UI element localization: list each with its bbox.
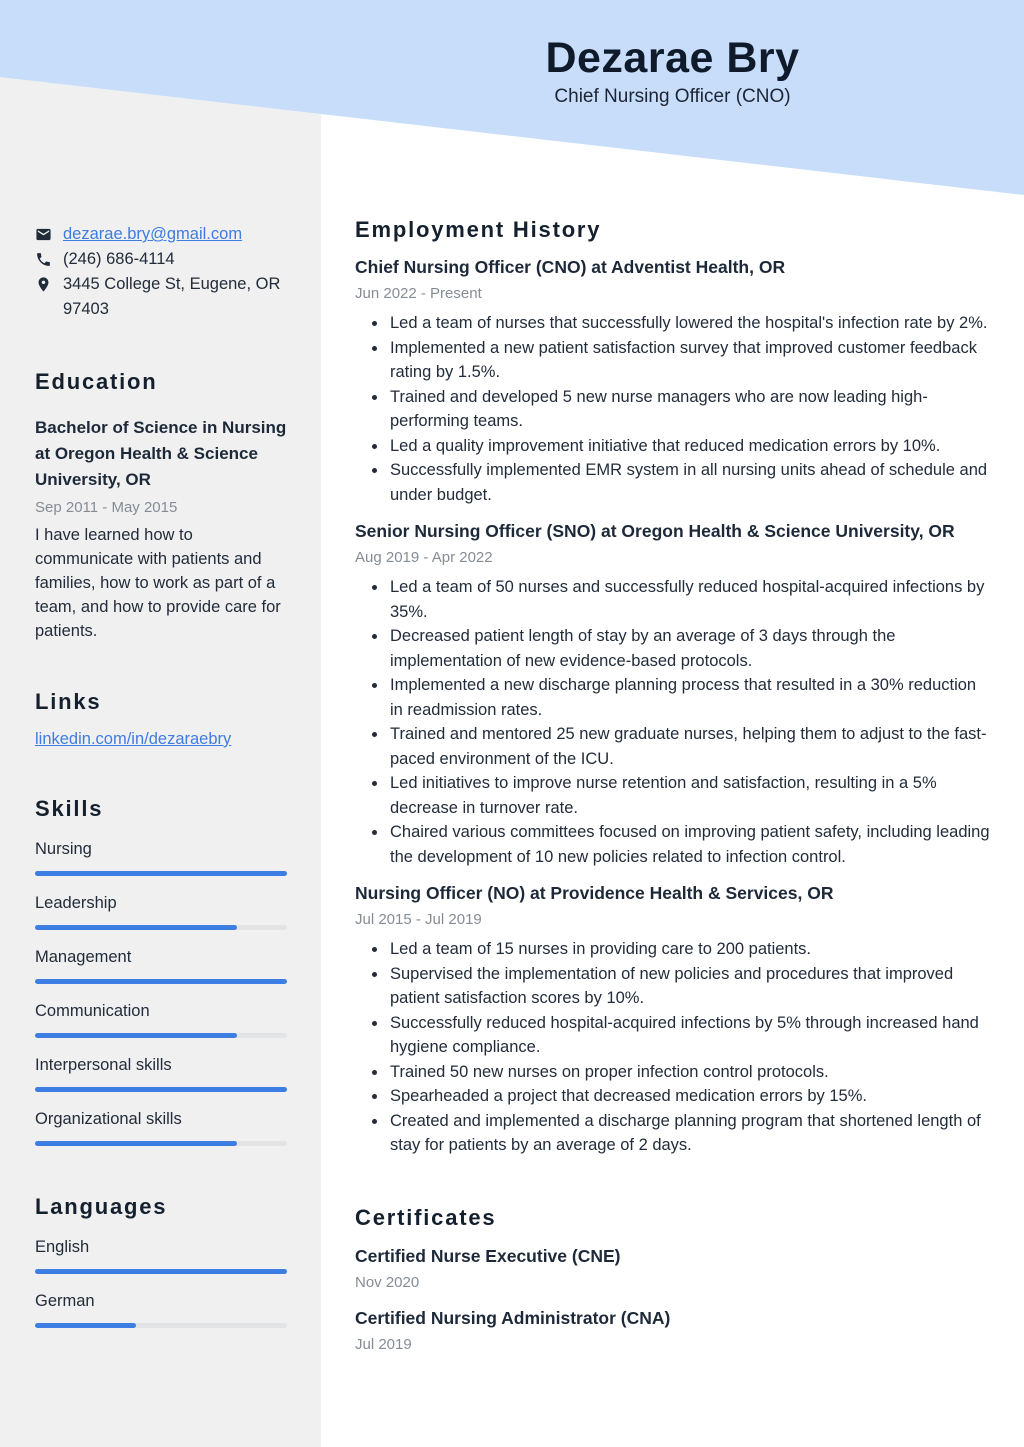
skill-bar-track	[35, 979, 287, 984]
bullet-item: • Implemented a new discharge planning process that resulted in a 30% reduction in readmission rates.	[388, 673, 991, 722]
skill-bar-fill	[35, 1033, 237, 1038]
language-label: English	[35, 1238, 90, 1256]
bullet-item: • Supervised the implementation of new policies and procedures that improved patient satisfaction scores by 10%.	[388, 962, 991, 1011]
bullet-item: • Decreased patient length of stay by an average of 3 days through the implementation of new evidence-based protocols.	[388, 624, 991, 673]
job-entry	[355, 882, 991, 1158]
job-dates: Aug 2019 - Apr 2022	[355, 549, 493, 566]
bullet-item: • Implemented a new patient satisfaction survey that improved customer feedback rating by 1.5%.	[388, 336, 991, 385]
bullet-item: • Trained 50 new nurses on proper infection control protocols.	[388, 1060, 991, 1085]
job-bullet-list	[355, 575, 991, 869]
job-bullet-list	[355, 937, 991, 1158]
skill-bar-track	[35, 1141, 287, 1146]
skill-item	[35, 1109, 287, 1146]
job-title: Nursing Officer (NO) at Providence Health & Services, OR	[355, 883, 834, 903]
skill-label: Communication	[35, 1002, 150, 1020]
job-dates: Jun 2022 - Present	[355, 285, 482, 302]
bullet-item: • Chaired various committees focused on improving patient safety, including leading the development of 10 new policies related to infection control.	[388, 820, 991, 869]
language-item	[35, 1237, 287, 1274]
skill-item	[35, 893, 287, 930]
skill-label: Leadership	[35, 894, 117, 912]
job-dates: Jul 2015 - Jul 2019	[355, 911, 482, 928]
languages-heading: Languages	[35, 1194, 168, 1219]
language-bar-track	[35, 1269, 287, 1274]
bullet-item: • Created and implemented a discharge planning program that shortened length of stay for patients by an average of 2 days.	[388, 1109, 991, 1158]
bullet-item: • Trained and developed 5 new nurse managers who are now leading high-performing teams.	[388, 385, 991, 434]
skill-bar-track	[35, 925, 287, 930]
contact-phone-row	[35, 247, 287, 272]
bullet-item: • Spearheaded a project that decreased medication errors by 15%.	[388, 1084, 991, 1109]
certificate-entry	[355, 1245, 991, 1293]
skill-bar-fill	[35, 1141, 237, 1146]
skill-bar-fill	[35, 871, 287, 876]
skill-bar-track	[35, 1087, 287, 1092]
employment-history-heading: Employment History	[355, 217, 602, 242]
job-title: Chief Nursing Officer (CNO) at Adventist Health, OR	[355, 257, 786, 277]
language-label: German	[35, 1292, 95, 1310]
address-text: 3445 College St, Eugene, OR 97403	[63, 275, 281, 318]
certificates-heading: Certificates	[355, 1204, 497, 1230]
bullet-item: • Successfully implemented EMR system in all nursing units ahead of schedule and under budget.	[388, 458, 991, 507]
skill-label: Management	[35, 948, 132, 966]
person-title: Chief Nursing Officer (CNO)	[554, 86, 791, 107]
job-title: Senior Nursing Officer (SNO) at Oregon Health & Science University, OR	[355, 521, 955, 541]
skill-bar-track	[35, 871, 287, 876]
job-bullet-list	[355, 311, 991, 507]
sidebar	[0, 0, 321, 1328]
language-bar-fill	[35, 1323, 136, 1328]
phone-icon	[35, 251, 52, 268]
location-pin-icon	[35, 276, 52, 293]
certificate-title: Certified Nursing Administrator (CNA)	[355, 1307, 671, 1328]
job-entry	[355, 520, 991, 869]
person-name: Dezarae Bry	[545, 34, 800, 82]
language-item	[35, 1291, 287, 1328]
education-degree: Bachelor of Science in Nursing at Oregon Health & Science University, OR	[35, 418, 287, 489]
certificate-title: Certified Nurse Executive (CNE)	[355, 1245, 621, 1266]
bullet-item: • Led a team of 50 nurses and successfully reduced hospital-acquired infections by 35%.	[388, 575, 991, 624]
certificate-entry	[355, 1307, 991, 1355]
skill-item	[35, 1001, 287, 1038]
skill-label: Organizational skills	[35, 1110, 182, 1128]
education-heading: Education	[35, 369, 158, 394]
skill-bar-fill	[35, 925, 237, 930]
language-bar-track	[35, 1323, 287, 1328]
phone-number: (246) 686-4114	[63, 250, 175, 268]
skill-item	[35, 1055, 287, 1092]
skill-bar-fill	[35, 979, 287, 984]
language-bar-fill	[35, 1269, 287, 1274]
email-link[interactable]: dezarae.bry@gmail.com	[63, 225, 243, 243]
bullet-item: • Trained and mentored 25 new graduate nurses, helping them to adjust to the fast-paced environment of the ICU.	[388, 722, 991, 771]
skill-item	[35, 839, 287, 876]
linkedin-link[interactable]: linkedin.com/in/dezaraebry	[35, 730, 232, 748]
skills-heading: Skills	[35, 796, 104, 821]
skill-label: Nursing	[35, 840, 92, 858]
certificate-date: Nov 2020	[355, 1273, 420, 1291]
certificate-date: Jul 2019	[355, 1335, 412, 1353]
header	[321, 34, 1024, 108]
contact-email-row	[35, 222, 287, 247]
bullet-item: • Led a team of nurses that successfully lowered the hospital's infection rate by 2%.	[388, 311, 991, 336]
skill-label: Interpersonal skills	[35, 1056, 172, 1074]
skill-bar-fill	[35, 1087, 287, 1092]
job-entry	[355, 256, 991, 507]
bullet-item: • Led a team of 15 nurses in providing care to 200 patients.	[388, 937, 991, 962]
main-column	[355, 0, 991, 1355]
bullet-item: • Led initiatives to improve nurse retention and satisfaction, resulting in a 5% decrease in turnover rate.	[388, 771, 991, 820]
links-heading: Links	[35, 689, 102, 714]
education-dates: Sep 2011 - May 2015	[35, 499, 178, 516]
skill-item	[35, 947, 287, 984]
bullet-item: • Led a quality improvement initiative that reduced medication errors by 10%.	[388, 434, 991, 459]
contact-address-row	[35, 272, 287, 322]
links-list	[35, 727, 287, 752]
education-description: I have learned how to communicate with patients and families, how to work as part of a team, and how to provide care for patients.	[35, 526, 281, 640]
envelope-icon	[35, 226, 52, 243]
skill-bar-track	[35, 1033, 287, 1038]
bullet-item: • Successfully reduced hospital-acquired infections by 5% through increased hand hygiene compliance.	[388, 1011, 991, 1060]
